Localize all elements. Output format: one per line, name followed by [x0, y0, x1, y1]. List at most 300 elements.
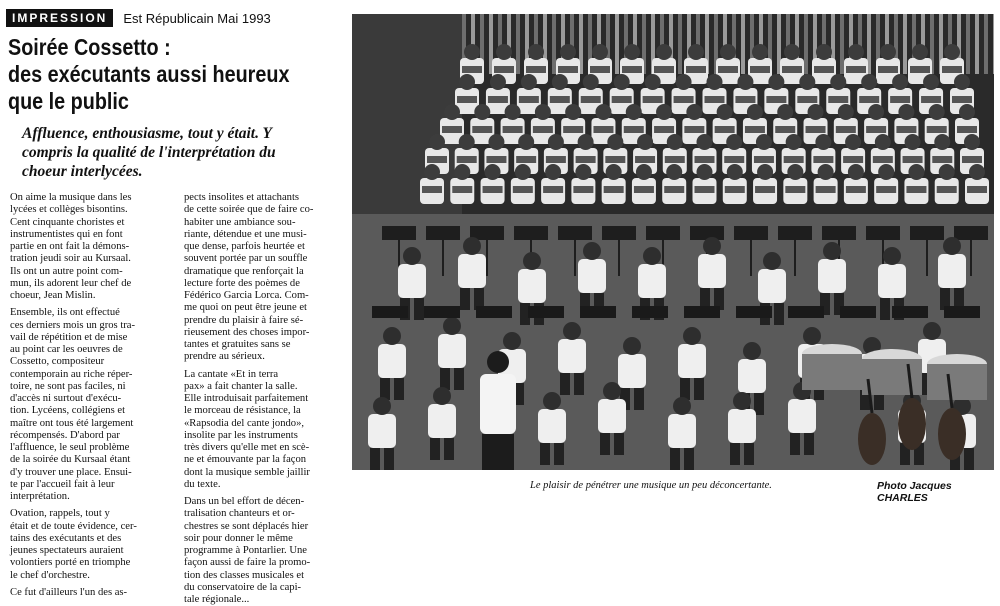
music-stand	[424, 306, 460, 318]
curtain-fold	[741, 14, 745, 74]
singer-music-folder	[654, 126, 674, 133]
singer-head	[636, 164, 652, 180]
text-line: chestres se sont déplacés hier	[184, 520, 309, 532]
musician-body	[738, 359, 766, 393]
text-line: contemporain au riche réper-	[10, 368, 133, 380]
singer-head	[923, 74, 939, 90]
text-line: lycées et collèges bisontins.	[10, 204, 128, 216]
text-line: pects insolites et attachants	[184, 192, 300, 203]
musician-head	[643, 247, 661, 265]
singer-head	[818, 164, 834, 180]
singer-music-folder	[785, 186, 805, 193]
singer-music-folder	[695, 186, 715, 193]
text-line: d'y trouver une place. Ensui-	[10, 466, 132, 478]
curtain-fold	[993, 14, 994, 74]
singer-head	[521, 74, 537, 90]
singer-head	[656, 44, 672, 60]
music-stand	[476, 306, 512, 318]
musician-body	[678, 344, 706, 378]
text-line: prendre du plaisir à faire sé-	[184, 314, 304, 326]
music-stand	[736, 306, 772, 318]
singer-music-folder	[546, 156, 566, 163]
article-column-1	[10, 192, 170, 599]
singer-head	[518, 134, 534, 150]
musician-leg	[430, 438, 440, 460]
music-stand	[646, 226, 680, 240]
singer-head	[787, 164, 803, 180]
singer-music-folder	[457, 156, 477, 163]
musician-head	[623, 337, 641, 355]
text-line: le morceau de résistance, la	[184, 405, 301, 417]
musician-leg	[614, 433, 624, 455]
singer-music-folder	[605, 156, 625, 163]
singer-music-folder	[843, 156, 863, 163]
musician-leg	[680, 378, 690, 400]
singer-head	[752, 44, 768, 60]
singer-head	[808, 104, 824, 120]
paragraph	[10, 192, 170, 302]
singer-music-folder	[932, 156, 952, 163]
singer-head	[726, 134, 742, 150]
text-line: du conservatoire de la capi-	[184, 581, 302, 593]
text-line: te par l'accueil fait à leur	[10, 478, 115, 490]
paragraph	[184, 496, 344, 606]
musician-head	[523, 252, 541, 270]
musician-body	[758, 269, 786, 303]
singer-music-folder	[878, 66, 898, 73]
singer-music-folder	[910, 66, 930, 73]
singer-music-folder	[873, 156, 893, 163]
singer-music-folder	[896, 126, 916, 133]
singer-head	[496, 44, 512, 60]
singer-music-folder	[775, 126, 795, 133]
text-line: maître ont tous été largement	[10, 417, 134, 429]
singer-head	[485, 164, 501, 180]
text-line: programme à Pontarlier. Une	[184, 545, 307, 556]
section-kicker: IMPRESSION	[6, 9, 113, 27]
music-stand	[734, 226, 768, 240]
singer-head	[545, 164, 561, 180]
singer-head	[717, 104, 733, 120]
text-line: volontiers porté en triomphe	[10, 557, 131, 569]
text-line: tration jeudi soir au Kursaal.	[10, 253, 131, 265]
text-line: tains des exécutants et des	[10, 532, 122, 544]
paragraph	[10, 307, 170, 503]
singer-head	[768, 74, 784, 90]
singer-head	[720, 44, 736, 60]
singer-head	[964, 134, 980, 150]
musician-body	[578, 259, 606, 293]
singer-head	[815, 134, 831, 150]
singer-music-folder	[624, 126, 644, 133]
text-line: Dans un bel effort de décen-	[184, 496, 305, 507]
singer-head	[429, 134, 445, 150]
singer-music-folder	[695, 156, 715, 163]
singer-head	[459, 74, 475, 90]
text-line: Ils ont un autre point com-	[10, 265, 123, 277]
text-line: riante, détendue et une musi-	[184, 228, 307, 240]
text-line: Fédérico Garcia Lorca. Com-	[184, 290, 309, 301]
singer-music-folder	[452, 186, 472, 193]
header	[6, 6, 271, 30]
musician-leg	[444, 438, 454, 460]
photo-credit: Photo Jacques CHARLES	[877, 480, 952, 504]
text-line: ces derniers mois un gros tra-	[10, 319, 136, 331]
text-line: ne et émouvante par la façon	[184, 454, 307, 466]
text-line: On aime la musique dans les	[10, 192, 132, 203]
musician-body	[398, 264, 426, 298]
music-stand	[892, 306, 928, 318]
singer-music-folder	[674, 96, 694, 103]
cello	[938, 408, 966, 460]
singer-music-folder	[612, 96, 632, 103]
singer-music-folder	[533, 126, 553, 133]
text-line: du texte.	[184, 478, 221, 490]
singer-music-folder	[782, 66, 802, 73]
singer-music-folder	[573, 186, 593, 193]
text-line: «Rapsodia del cante jondo»,	[184, 417, 305, 429]
singer-head	[528, 44, 544, 60]
singer-head	[697, 134, 713, 150]
musician-head	[703, 237, 721, 255]
musician-leg	[560, 373, 570, 395]
musician-body	[638, 264, 666, 298]
singer-music-folder	[797, 96, 817, 103]
musician-head	[743, 342, 761, 360]
singer-head	[875, 134, 891, 150]
curtain-fold	[840, 14, 844, 74]
musician-leg	[600, 433, 610, 455]
singer-music-folder	[593, 126, 613, 133]
headline	[8, 34, 348, 115]
singer-head	[848, 44, 864, 60]
singer-head	[880, 44, 896, 60]
singer-music-folder	[718, 66, 738, 73]
singer-music-folder	[754, 156, 774, 163]
curtain-fold	[966, 14, 970, 74]
musician-leg	[370, 448, 380, 470]
curtain-fold	[903, 14, 907, 74]
headline-line: Soirée Cossetto :	[8, 34, 171, 60]
musician-leg	[460, 288, 470, 310]
musician-leg	[790, 433, 800, 455]
music-stand	[684, 306, 720, 318]
singer-music-folder	[581, 96, 601, 103]
singer-head	[560, 44, 576, 60]
musician-body	[368, 414, 396, 448]
musician-leg	[394, 378, 404, 400]
musician-body	[438, 334, 466, 368]
singer-head	[583, 74, 599, 90]
source-line: Est Républicain Mai 1993	[123, 10, 271, 26]
text-line: récompensés. D'abord par	[10, 429, 120, 441]
singer-music-folder	[942, 66, 962, 73]
singer-head	[637, 134, 653, 150]
musician-leg	[804, 433, 814, 455]
text-line: d'accès ni surtout d'exécu-	[10, 393, 122, 404]
musician-leg	[670, 448, 680, 470]
singer-head	[959, 104, 975, 120]
text-line: prendre au sérieux.	[184, 351, 265, 363]
musician-body	[698, 254, 726, 288]
musician-head	[683, 327, 701, 345]
singer-head	[505, 104, 521, 120]
musician-head	[543, 392, 561, 410]
singer-music-folder	[488, 96, 508, 103]
text-line: souvent portée par un souffle	[184, 253, 308, 265]
singer-music-folder	[784, 156, 804, 163]
singer-head	[667, 134, 683, 150]
text-line: tantes et gratuites sans se	[184, 339, 291, 350]
article-column-2	[184, 192, 344, 606]
singer-music-folder	[654, 66, 674, 73]
singer-head	[697, 164, 713, 180]
text-line: façon aussi de faire la promo-	[184, 557, 311, 569]
musician-leg	[744, 443, 754, 465]
musician-body	[788, 399, 816, 433]
paragraph	[10, 508, 170, 582]
text-line: rieusement des choses impor-	[184, 326, 310, 338]
headline-line: que le public	[8, 88, 129, 114]
singer-head	[592, 44, 608, 60]
singer-head	[444, 104, 460, 120]
singer-music-folder	[921, 96, 941, 103]
singer-head	[954, 74, 970, 90]
singer-music-folder	[550, 96, 570, 103]
singer-music-folder	[725, 186, 745, 193]
singer-music-folder	[604, 186, 624, 193]
singer-music-folder	[876, 186, 896, 193]
singer-music-folder	[705, 96, 725, 103]
deck-line: Affluence, enthousiasme, tout y était. Y	[22, 125, 273, 142]
music-stand	[580, 306, 616, 318]
text-line: Ensemble, ils ont effectué	[10, 307, 120, 319]
musician-head	[943, 237, 961, 255]
singer-head	[552, 74, 568, 90]
musician-leg	[440, 368, 450, 390]
musician-head	[583, 242, 601, 260]
musician-body	[428, 404, 456, 438]
singer-head	[868, 104, 884, 120]
text-line: soir pour donner le même	[184, 532, 293, 544]
singer-music-folder	[846, 66, 866, 73]
music-stand	[778, 226, 812, 240]
singer-head	[707, 74, 723, 90]
musician-leg	[634, 388, 644, 410]
singer-head	[912, 44, 928, 60]
musician-body	[938, 254, 966, 288]
singer-head	[908, 164, 924, 180]
singer-head	[830, 74, 846, 90]
singer-music-folder	[563, 126, 583, 133]
singer-head	[676, 74, 692, 90]
text-line: de cette soirée que de faire co-	[184, 204, 314, 216]
singer-head	[666, 164, 682, 180]
singer-music-folder	[494, 66, 514, 73]
musician-leg	[540, 443, 550, 465]
musician-leg	[694, 378, 704, 400]
singer-head	[624, 44, 640, 60]
singer-head	[777, 104, 793, 120]
singer-music-folder	[750, 66, 770, 73]
conductor-trousers	[482, 434, 514, 470]
musician-body	[728, 409, 756, 443]
singer-head	[784, 44, 800, 60]
music-stand	[514, 226, 548, 240]
singer-music-folder	[806, 126, 826, 133]
music-stand	[528, 306, 564, 318]
musician-head	[803, 327, 821, 345]
singer-head	[474, 104, 490, 120]
text-line: très divers qu'elle met en scè-	[184, 442, 310, 453]
singer-music-folder	[937, 186, 957, 193]
cello	[858, 413, 886, 465]
musician-head	[433, 387, 451, 405]
singer-music-folder	[643, 96, 663, 103]
singer-head	[756, 134, 772, 150]
text-line: tale régionale...	[184, 594, 250, 605]
musician-leg	[554, 443, 564, 465]
music-stand	[690, 226, 724, 240]
text-line: choeur, Jean Mislin.	[10, 290, 96, 301]
text-line: tion. Lycéens, collégiens et	[10, 405, 126, 417]
deck	[22, 124, 344, 181]
musician-leg	[880, 298, 890, 320]
text-line: toire, ne sont pas faciles, ni	[10, 380, 126, 392]
singer-music-folder	[503, 126, 523, 133]
musician-leg	[730, 443, 740, 465]
singer-head	[898, 104, 914, 120]
text-line: de la soirée du Kursaal étant	[10, 454, 131, 466]
paragraph	[184, 369, 344, 492]
text-line: lecture forte des poèmes de	[184, 277, 300, 289]
music-stand	[954, 226, 988, 240]
singer-head	[424, 164, 440, 180]
singer-music-folder	[846, 186, 866, 193]
musician-head	[373, 397, 391, 415]
paragraph	[184, 192, 344, 364]
singer-head	[614, 74, 630, 90]
musician-leg	[774, 303, 784, 325]
singer-music-folder	[686, 66, 706, 73]
singer-music-folder	[755, 186, 775, 193]
text-line: Cossetto, compositeur	[10, 356, 105, 368]
musician-body	[668, 414, 696, 448]
music-stand	[944, 306, 980, 318]
musician-head	[733, 392, 751, 410]
curtain-fold	[516, 14, 520, 74]
musician-leg	[754, 393, 764, 415]
musician-head	[883, 247, 901, 265]
singer-head	[515, 164, 531, 180]
singer-music-folder	[684, 126, 704, 133]
deck-line: choeur interlycées.	[22, 163, 143, 180]
text-line: La cantate «Et in terra	[184, 368, 279, 380]
singer-music-folder	[813, 156, 833, 163]
singer-head	[464, 44, 480, 60]
musician-head	[823, 242, 841, 260]
singer-music-folder	[906, 186, 926, 193]
singer-music-folder	[483, 186, 503, 193]
text-line: Elle introduisait parfaitement	[184, 393, 309, 404]
music-stand	[822, 226, 856, 240]
singer-music-folder	[634, 186, 654, 193]
music-stand	[382, 226, 416, 240]
curtain-fold	[804, 14, 808, 74]
text-line: vail de répétition et de mise	[10, 331, 128, 343]
singer-head	[838, 104, 854, 120]
singer-head	[535, 104, 551, 120]
singer-head	[488, 134, 504, 150]
singer-head	[595, 104, 611, 120]
singer-head	[606, 164, 622, 180]
text-line: tralisation chanteurs et or-	[184, 508, 295, 520]
singer-music-folder	[967, 186, 987, 193]
singer-head	[656, 104, 672, 120]
curtain-fold	[552, 14, 556, 74]
music-stand	[426, 226, 460, 240]
singer-head	[799, 74, 815, 90]
text-line: l'affluence, le seul problème	[10, 442, 130, 453]
curtain-fold	[678, 14, 682, 74]
singer-head	[757, 164, 773, 180]
singer-music-folder	[664, 186, 684, 193]
singer-head	[737, 74, 753, 90]
text-line: instrumentistes qui en font	[10, 228, 123, 240]
singer-music-folder	[513, 186, 533, 193]
singer-head	[548, 134, 564, 150]
musician-head	[923, 322, 941, 340]
concert-photo	[352, 14, 994, 470]
singer-music-folder	[526, 66, 546, 73]
music-stand	[558, 226, 592, 240]
text-line: Cent cinquante choristes et	[10, 216, 125, 228]
photo-caption: Le plaisir de pénétrer une musique un peu déconcertante.	[530, 480, 772, 491]
singer-music-folder	[828, 96, 848, 103]
singer-music-folder	[543, 186, 563, 193]
musician-body	[518, 269, 546, 303]
concert-photo-drawing	[352, 14, 994, 470]
singer-music-folder	[558, 66, 578, 73]
singer-head	[490, 74, 506, 90]
singer-music-folder	[957, 126, 977, 133]
text-line: Ovation, rappels, tout y	[10, 508, 110, 520]
text-line: partie en ont fait la démons-	[10, 241, 130, 252]
text-line: au point car les oeuvres de	[10, 344, 123, 355]
text-line: me quoi on peut être jeune et	[184, 302, 307, 314]
singer-head	[575, 164, 591, 180]
text-line: interprétation.	[10, 491, 70, 502]
singer-head	[645, 74, 661, 90]
music-stand	[788, 306, 824, 318]
musician-body	[538, 409, 566, 443]
singer-music-folder	[622, 66, 642, 73]
singer-head	[892, 74, 908, 90]
singer-head	[607, 134, 623, 150]
singer-music-folder	[745, 126, 765, 133]
text-line: dramatique que renforçait la	[184, 265, 304, 277]
musician-leg	[454, 368, 464, 390]
deck-line: compris la qualité de l'interprétation du	[22, 144, 276, 161]
singer-head	[626, 104, 642, 120]
singer-music-folder	[735, 96, 755, 103]
text-line: dont la musique semble jaillir	[184, 466, 310, 478]
singer-head	[944, 44, 960, 60]
singer-music-folder	[516, 156, 536, 163]
musician-head	[403, 247, 421, 265]
text-line: le chef d'orchestre.	[10, 569, 90, 581]
musician-leg	[574, 373, 584, 395]
